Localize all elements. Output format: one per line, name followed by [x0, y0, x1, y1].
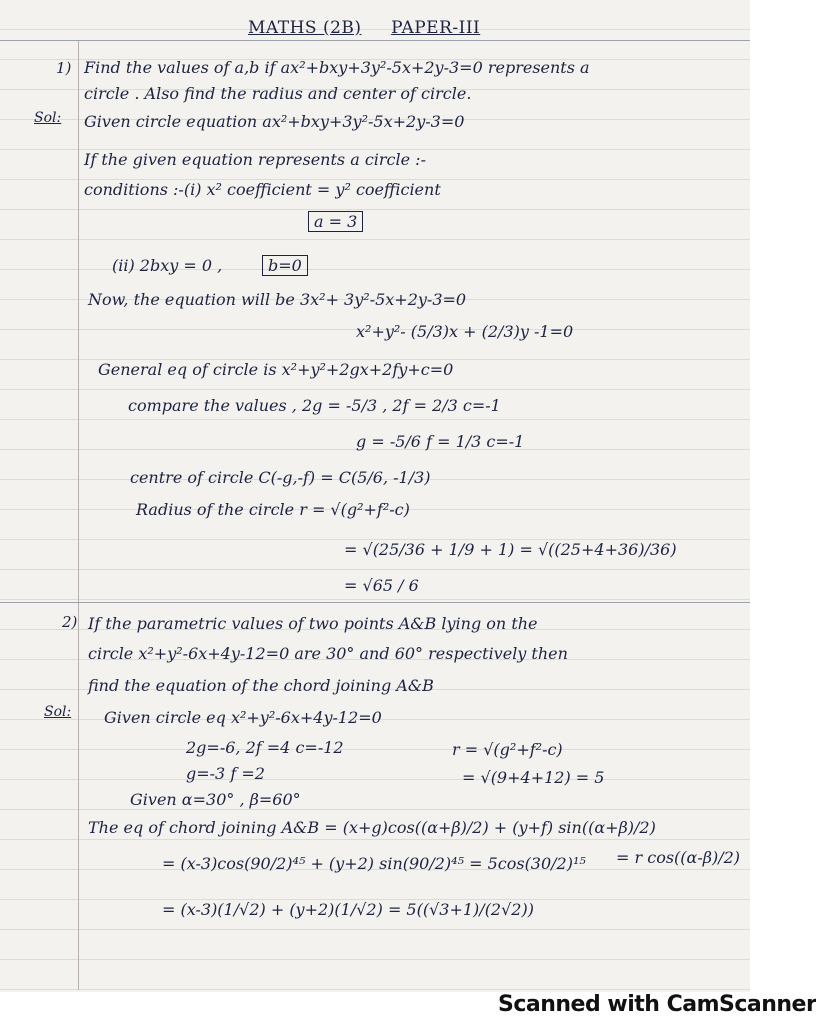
q1-circle-condition-intro: If the given equation represents a circle :- [84, 150, 426, 169]
q2-radius-formula: r = √(g²+f²-c) [452, 740, 563, 759]
q2-chord-equation: The eq of chord joining A&B = (x+g)cos((α+β)/2) + (y+f) sin((α+β)/2) [88, 818, 656, 837]
scanner-watermark: Scanned with CamScanner [498, 992, 816, 1017]
page-header [248, 18, 480, 38]
q1-condition-2: (ii) 2bxy = 0 , [112, 256, 223, 275]
question-2-line-2: circle x²+y²-6x+4y-12=0 are 30° and 60° respectively then [88, 644, 568, 663]
q1-g-f-values: g = -5/6 f = 1/3 c=-1 [356, 432, 525, 451]
question-1-number: 1) [56, 59, 72, 77]
q2-final-step: = (x-3)(1/√2) + (y+2)(1/√2) = 5((√3+1)/(2√2)) [162, 900, 534, 919]
q2-radius-result: = √(9+4+12) = 5 [462, 768, 605, 787]
q1-given-equation: Given circle equation ax²+bxy+3y²-5x+2y-3=0 [84, 112, 465, 131]
q1-centre: centre of circle C(-g,-f) = C(5/6, -1/3) [130, 468, 431, 487]
q1-general-equation: General eq of circle is x²+y²+2gx+2fy+c=0 [98, 360, 454, 379]
q1-radius-result: = √65 / 6 [344, 576, 419, 595]
q1-substituted-equation: Now, the equation will be 3x²+ 3y²-5x+2y-3=0 [88, 290, 467, 309]
q1-compare-values: compare the values , 2g = -5/3 , 2f = 2/3 c=-1 [128, 396, 501, 415]
b-result-box: b=0 [262, 255, 308, 276]
q1-b-result [262, 256, 308, 276]
q2-substitution-step: = (x-3)cos(90/2)⁴⁵ + (y+2) sin(90/2)⁴⁵ = 5cos(30/2)¹⁵ [162, 854, 586, 873]
q2-angles: Given α=30° , β=60° [130, 790, 301, 809]
subject-title: MATHS (2B) [248, 18, 362, 38]
section-divider [0, 602, 750, 603]
q2-given-equation: Given circle eq x²+y²-6x+4y-12=0 [104, 708, 382, 727]
q1-radius-formula: Radius of the circle r = √(g²+f²-c) [136, 500, 410, 519]
margin-rule [78, 40, 79, 990]
solution-2-label: Sol: [44, 704, 72, 720]
question-2-line-3: find the equation of the chord joining A&B [88, 676, 434, 695]
q2-rcos-term: = r cos((α-β)/2) [616, 848, 741, 867]
q2-coefficients: 2g=-6, 2f =4 c=-12 [186, 738, 344, 757]
question-1-line-1: Find the values of a,b if ax²+bxy+3y²-5x+2y-3=0 represents a [84, 58, 590, 77]
q1-radius-substitution: = √(25/36 + 1/9 + 1) = √((25+4+36)/36) [344, 540, 677, 559]
question-1-line-2: circle . Also find the radius and center of circle. [84, 84, 472, 103]
a-result-box: a = 3 [308, 211, 363, 232]
solution-1-label: Sol: [34, 110, 62, 126]
q1-a-result [308, 212, 363, 232]
q1-condition-1: conditions :-(i) x² coefficient = y² coefficient [84, 180, 441, 199]
question-2-number: 2) [62, 613, 78, 631]
paper-title: PAPER-III [391, 18, 481, 38]
question-2-line-1: If the parametric values of two points A&B lying on the [88, 614, 538, 633]
q2-g-f-values: g=-3 f =2 [186, 764, 265, 783]
header-rule [0, 40, 750, 41]
q1-divided-equation: x²+y²- (5/3)x + (2/3)y -1=0 [356, 322, 574, 341]
